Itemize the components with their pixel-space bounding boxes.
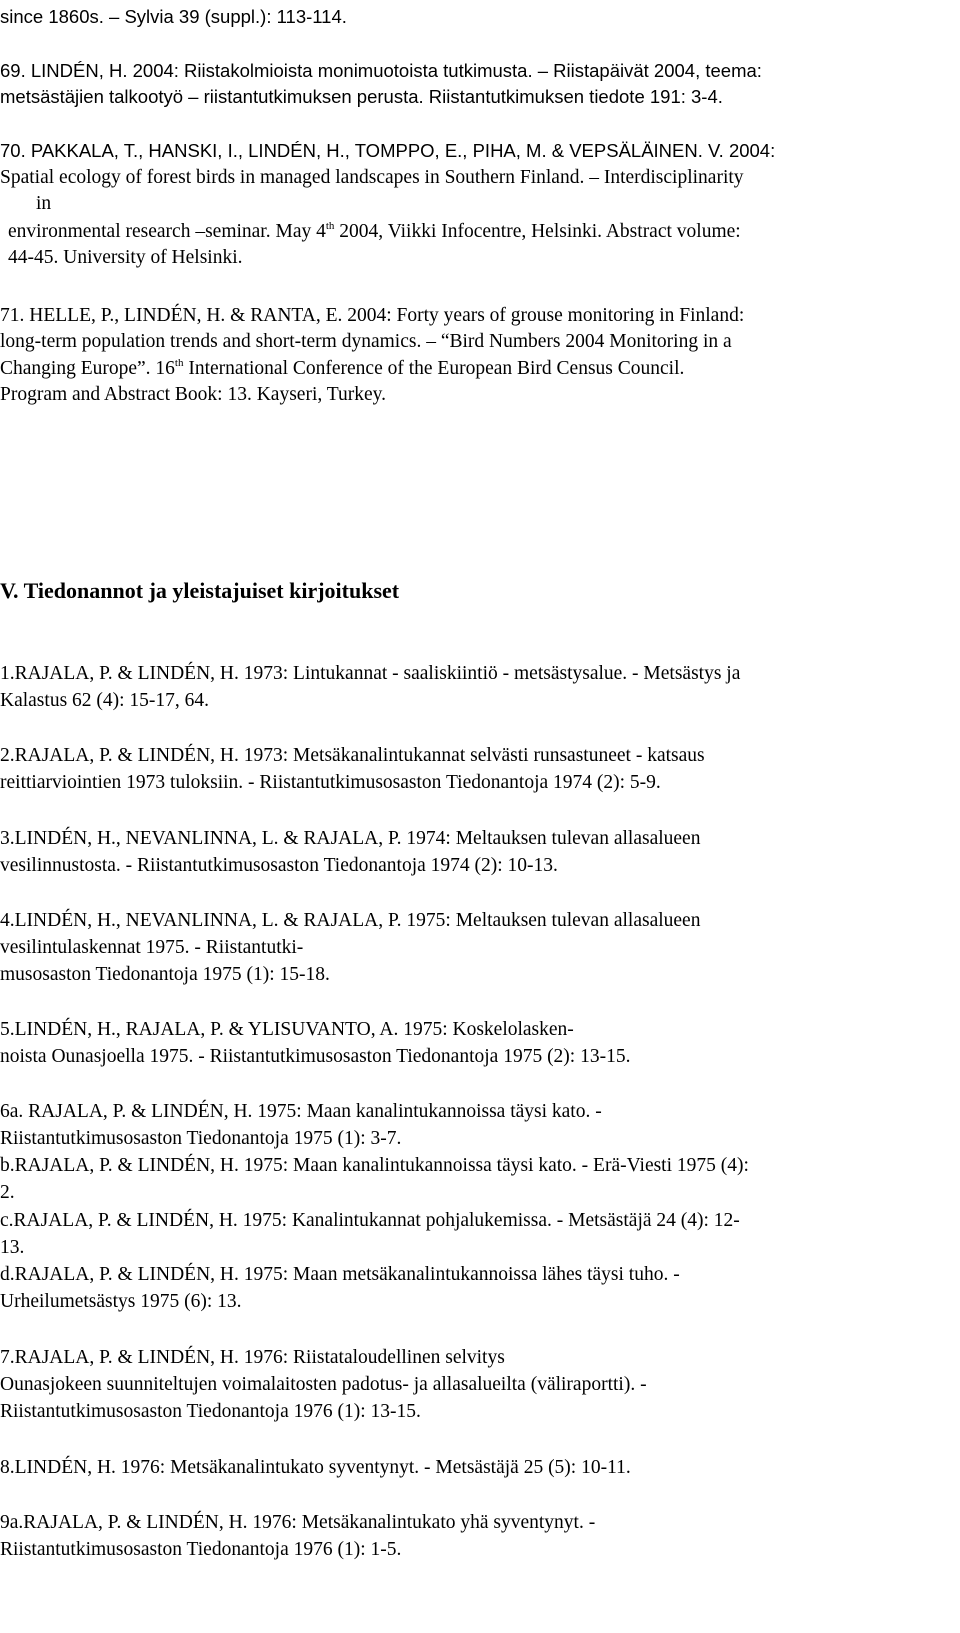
- publication-3-line-2: vesilinnustosta. - Riistantutkimusosaston Tiedonantoja 1974 (2): 10-13.: [0, 855, 558, 876]
- publication-8-line-1: 8.LINDÉN, H. 1976: Metsäkanalintukato syventynyt. - Metsästäjä 25 (5): 10-11.: [0, 1457, 631, 1478]
- publication-6c-line-1: c.RAJALA, P. & LINDÉN, H. 1975: Kanalintukannat pohjalukemissa. - Metsästäjä 24 (4): 12-: [0, 1210, 740, 1231]
- reference-71-line-3-text: Changing Europe”. 16: [0, 358, 175, 379]
- publication-7-line-2: Ounasjokeen suunniteltujen voimalaitosten padotus- ja allasalueilta (väliraportti). -: [0, 1374, 647, 1395]
- publication-2-line-2: reittiarviointien 1973 tuloksiin. - Riistantutkimusosaston Tiedonantoja 1974 (2): 5-9.: [0, 772, 661, 793]
- reference-71-line-2: long-term population trends and short-term dynamics. – “Bird Numbers 2004 Monitoring in a: [0, 331, 732, 352]
- publication-2-line-1: 2.RAJALA, P. & LINDÉN, H. 1973: Metsäkanalintukannat selvästi runsastuneet - katsaus: [0, 745, 705, 766]
- publication-6a-line-1: 6a. RAJALA, P. & LINDÉN, H. 1975: Maan kanalintukannoissa täysi kato. -: [0, 1101, 602, 1122]
- reference-71-line-4: Program and Abstract Book: 13. Kayseri, Turkey.: [0, 384, 386, 405]
- publication-6b-line-1: b.RAJALA, P. & LINDÉN, H. 1975: Maan kanalintukannoissa täysi kato. - Erä-Viesti 1975 (4):: [0, 1155, 749, 1176]
- section-heading: V. Tiedonannot ja yleistajuiset kirjoitukset: [0, 578, 400, 603]
- publication-9a-line-2: Riistantutkimusosaston Tiedonantoja 1976 (1): 1-5.: [0, 1539, 402, 1560]
- publication-5-line-2: noista Ounasjoella 1975. - Riistantutkimusosaston Tiedonantoja 1975 (2): 13-15.: [0, 1046, 631, 1067]
- publication-5-line-1: 5.LINDÉN, H., RAJALA, P. & YLISUVANTO, A. 1975: Koskelolasken-: [0, 1019, 574, 1040]
- publication-7-line-3: Riistantutkimusosaston Tiedonantoja 1976 (1): 13-15.: [0, 1401, 421, 1422]
- publication-1-line-2: Kalastus 62 (4): 15-17, 64.: [0, 690, 210, 711]
- reference-69-line-1: 69. LINDÉN, H. 2004: Riistakolmioista monimuotoista tutkimusta. – Riistapäivät 2004, teema:: [0, 60, 762, 81]
- publication-6c-line-2: 13.: [0, 1237, 25, 1258]
- publication-4-line-2: vesilintulaskennat 1975. - Riistantutki-: [0, 937, 304, 958]
- publication-4-line-1: 4.LINDÉN, H., NEVANLINNA, L. & RAJALA, P. 1975: Meltauksen tulevan allasalueen: [0, 910, 701, 931]
- superscript-th: th: [325, 219, 335, 232]
- reference-70-line-3: in: [36, 193, 52, 214]
- reference-70-line-4-text: environmental research –seminar. May 4: [8, 221, 326, 242]
- reference-71-line-3: [0, 356, 684, 382]
- publication-6a-line-2: Riistantutkimusosaston Tiedonantoja 1975 (1): 3-7.: [0, 1128, 402, 1149]
- reference-70-line-1: 70. PAKKALA, T., HANSKI, I., LINDÉN, H., TOMPPO, E., PIHA, M. & VEPSÄLÄINEN. V. 2004:: [0, 140, 776, 161]
- publication-6d-line-1: d.RAJALA, P. & LINDÉN, H. 1975: Maan metsäkanalintukannoissa lähes täysi tuho. -: [0, 1264, 680, 1285]
- publication-6b-line-2: 2.: [0, 1182, 15, 1203]
- reference-71-line-3-tail: International Conference of the European Bird Census Council.: [183, 358, 685, 379]
- publication-7-line-1: 7.RAJALA, P. & LINDÉN, H. 1976: Riistataloudellinen selvitys: [0, 1347, 505, 1368]
- reference-69-line-2: metsästäjien talkootyö – riistantutkimuksen perusta. Riistantutkimuksen tiedote 191: 3-4.: [0, 86, 723, 107]
- reference-continuation-line: since 1860s. – Sylvia 39 (suppl.): 113-114.: [0, 6, 347, 27]
- publication-1-line-1: 1.RAJALA, P. & LINDÉN, H. 1973: Lintukannat - saaliskiintiö - metsästysalue. - Metsästys ja: [0, 663, 741, 684]
- reference-71-line-1: 71. HELLE, P., LINDÉN, H. & RANTA, E. 2004: Forty years of grouse monitoring in Finland:: [0, 305, 745, 326]
- reference-70-line-2: Spatial ecology of forest birds in managed landscapes in Southern Finland. – Interdisciplinarity: [0, 167, 744, 188]
- publication-6d-line-2: Urheilumetsästys 1975 (6): 13.: [0, 1291, 242, 1312]
- publication-3-line-1: 3.LINDÉN, H., NEVANLINNA, L. & RAJALA, P. 1974: Meltauksen tulevan allasalueen: [0, 828, 701, 849]
- reference-70-line-5: 44-45. University of Helsinki.: [8, 247, 243, 268]
- publication-4-line-3: musosaston Tiedonantoja 1975 (1): 15-18.: [0, 964, 330, 985]
- superscript-th: th: [174, 356, 184, 369]
- reference-70-line-4-tail: 2004, Viikki Infocentre, Helsinki. Abstract volume:: [334, 221, 741, 242]
- reference-70-line-4: [8, 219, 741, 245]
- publication-9a-line-1: 9a.RAJALA, P. & LINDÉN, H. 1976: Metsäkanalintukato yhä syventynyt. -: [0, 1512, 596, 1533]
